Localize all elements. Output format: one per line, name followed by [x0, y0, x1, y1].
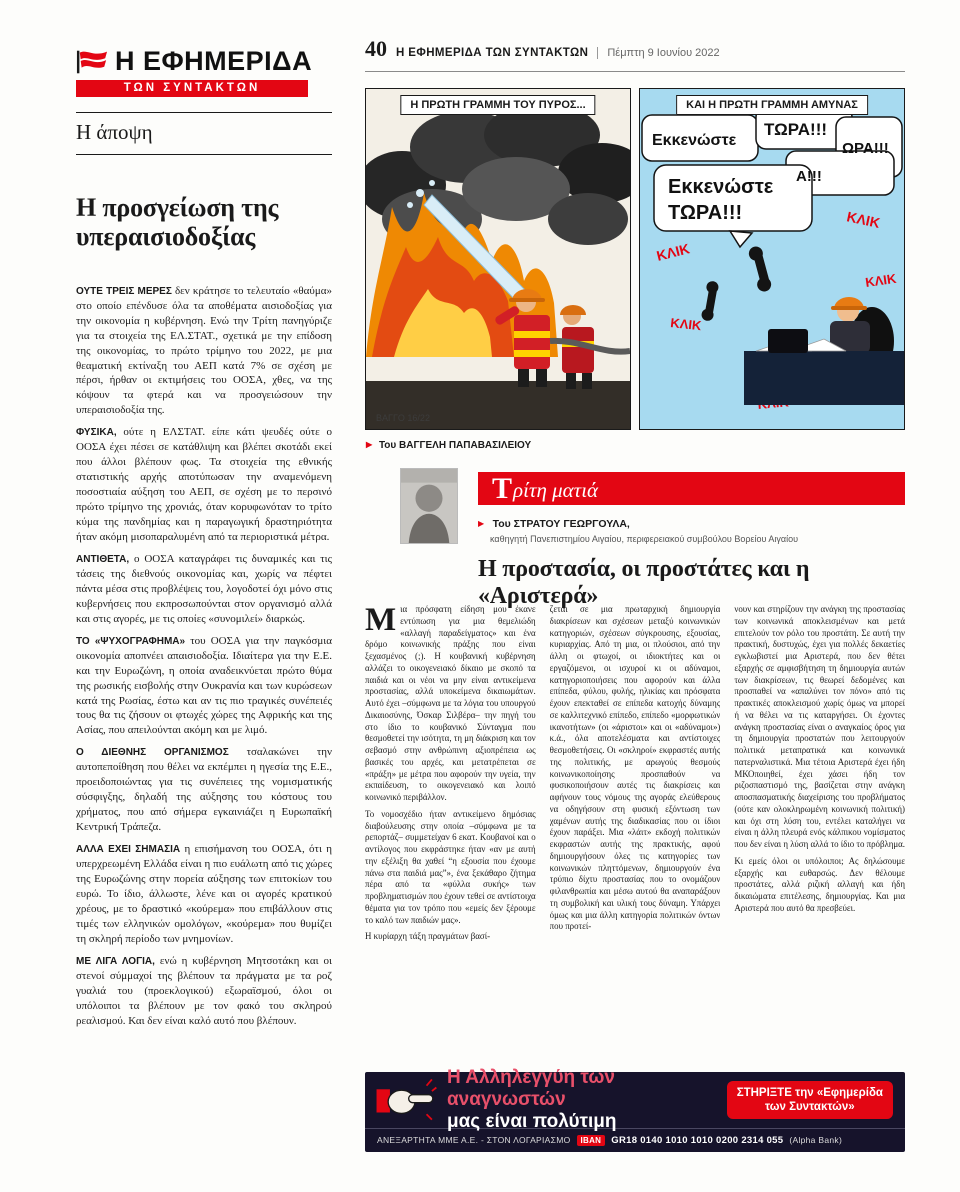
pointer-icon: ▶ — [478, 519, 485, 528]
byline-role: καθηγητή Πανεπιστημίου Αιγαίου, περιφερειακού συμβούλου Βορείου Αιγαίου — [490, 534, 799, 544]
opinion-section-label: Η άποψη — [76, 112, 332, 155]
article-paragraph: Η κυρίαρχη τάξη πραγμάτων βασί- — [365, 931, 491, 942]
cartoon-panel-fire — [365, 88, 631, 430]
opinion-paragraph — [76, 954, 332, 1029]
cartoon-right-title: ΚΑΙ Η ΠΡΩΤΗ ΓΡΑΜΜΗ ΑΜΥΝΑΣ — [676, 95, 868, 115]
issue-date: Πέμπτη 9 Ιουνίου 2022 — [597, 47, 719, 59]
svg-text:ΩΡΑ!!!: ΩΡΑ!!! — [842, 140, 889, 157]
svg-text:Α!!!: Α!!! — [796, 168, 822, 185]
article-paragraph: νουν και στηρίζουν την ανάγκη της προστασίας των κοινωνικά αποκλεισμένων και μετά επιτελούν τον ρόλο του προστάτη. Σε αυτή την πρακτική, δυστυχώς, έχει για πολλές δεκαετίες εγκλωβιστεί μια Αριστερά, που δεν θέτει εξαρχής σε αμφισβήτηση τη δημιουργία αυτών των διακρίσεων, τις θεωρεί δεδομένες και προσπαθεί να «απαλύνει τον πόνο» από τις πρακτικές αποκλεισμού χωρίς όμως να μπορεί ή να θέλει να τις καταργήσει. Οι έχοντες ανάγκη προστασίας είναι ο αναγκαίος όρος για τη δημιουργία προστατών που λειτουργούν πολιτικά μεταπρατικά και κοινωνικά πατερναλιστικά. Μια τέτοια Αριστερά έχει ήδη ΜΚΟποιηθεί, έχει χάσει ήδη τον ριζοσπαστισμό της, βασίζεται στην ανάγκη αποσπασματικής διαχείρισης του προβλήματος (ούτε καν ολοκληρωμένη κοινωνική πολιτική) και όχι στη λύση του, εντέλει καταλήγει να είναι η άλλη πλευρά ενός κάλπικου νομίσματος που δεν είναι η λύση αλλά το ίδιο το πρόβλημα. — [734, 604, 905, 849]
ad-slogan-line2: μας είναι πολύτιμη — [447, 1110, 617, 1132]
support-call-to-action[interactable] — [727, 1081, 893, 1120]
bank-name: (Alpha Bank) — [789, 1135, 843, 1145]
paragraph-text: του ΟΟΣΑ για την παγκόσμια οικονομία αποπνέει απαισιοδοξία. Ιδιαίτερα για την Ε.Ε. και την Ευρωζώνη, η οποία αναδεικνύεται πρώτο θύμα της ρωσικής εισβολής στην Ουκρανία και των κυρώσεων κατά της Ρωσίας, έστω και αν τις πιο τραγικές συνέπειές τους θα τις ζήσουν οι φτωχές χώρες της Αφρικής και της Ασίας, που απειλούνται ακόμη και με λιμό. — [76, 634, 332, 737]
cartoon-credit — [366, 440, 531, 451]
article-paragraph: Το νομοσχέδιο ήταν αντικείμενο δημόσιας διαβούλευσης στην οποία –σύμφωνα με τα ρεπορτάζ– συμμετείχαν 6 εκατ. Κουβανοί και ο αντίλογος που εκφράστηκε ήταν «αν με αυτή την εξέλιξη θα χαθεί “η εξουσία που έχουμε πάνω στα παιδιά μας”», ένα ξεκάθαρο ζήτημα πέρα από τα «φύλλα συκής» των προβληματισμών που έχουν τεθεί σε αντίστοιχα θέματα για τον τρόπο που «εμείς δεν ξέρουμε το καλό των παιδιών μας». — [365, 808, 536, 925]
opinion-body — [76, 284, 332, 1029]
paragraph-text: ο ΟΟΣΑ καταγράφει τις δυναμικές και τις τάσεις της διεθνούς οικονομίας και, χωρίς να πέφτει πάντα μέσα στις προβλέψεις του, λογοδοτεί όχι μόνο στις κυβερνήσεις που εκπροσωπούνται στον οργανισμό αλλά και στις αγορές, με τις οποίες «συνομιλεί» διαρκώς. — [76, 552, 332, 625]
opinion-title: Η προσγείωση της υπεραισιοδοξίας — [76, 193, 279, 252]
article-title: Η προστασία, οι προστάτες και η «Αριστερά» — [478, 556, 810, 609]
paragraph-text: δεν κράτησε το τελευταίο «θαύμα» στο οποίο επένδυσε όλα τα αποθέματα αισιοδοξίας για την οικονομία η κυβέρνηση. Ενώ την Τρίτη πανηγύριζε για τα στοιχεία της ΕΛ.ΣΤΑΤ., σχετικά με την επίδοση της οικονομίας, το πρώτο τρίμηνο του 2022, με μια θεαματική εκτίναξη του ΑΕΠ κατά 7% σε σχέση με πέρσι, ήρθαν οι εκτιμήσεις του ΟΟΣΑ, χθες, να της κόψουν τα φτερά και να προσγειώσουν την υπεραισιοδοξία της. — [76, 284, 332, 417]
flag-icon — [76, 49, 108, 75]
article-byline — [478, 514, 905, 544]
ad-footer-left: ΑΝΕΞΑΡΤΗΤΑ ΜΜΕ Α.Ε. - ΣΤΟΝ ΛΟΓΑΡΙΑΣΜΟ — [377, 1135, 571, 1145]
opinion-column — [76, 112, 332, 1174]
article-paragraph: Κι εμείς όλοι οι υπόλοιποι; Ας δηλώσουμε εξαρχής και ευθαρσώς. Δεν θέλουμε προστάτες, αλλά ριζική αλλαγή και ήδη δικαιώματα επιτέλεσης, δημιουργίας. Και μια Αριστερά που αυτό θα πρεσβεύει. — [734, 855, 905, 913]
page-number: 40 — [365, 36, 387, 61]
opinion-paragraph — [76, 552, 332, 627]
paragraph-text: η επισήμανση του ΟΟΣΑ, ότι η υπερχρεωμένη Ελλάδα είναι η πιο ευάλωτη από τις χώρες της Ευρωζώνης στην πορεία αύξησης των επιτοκίων του ευρώ. Το ίδιο, άλλωστε, λένε και οι αγορές κρατικού χρέους, με το δραστικό «κούρεμα» που επιβάλλουν στις τιμές των ελληνικών ομολόγων, «κούρεμα» που θυμίζει τη σκληρή περίοδο των μνημονίων. — [76, 843, 332, 945]
masthead-logo — [76, 46, 313, 97]
ad-slogan-line1: Η Αλληλεγγύη των αναγνωστών — [447, 1067, 615, 1111]
iban-value: GR18 0140 1010 1010 0200 2314 055 — [611, 1134, 784, 1146]
svg-text:ΤΩΡΑ!!!: ΤΩΡΑ!!! — [764, 120, 828, 139]
opinion-paragraph — [76, 842, 332, 947]
masthead-logo-top — [76, 46, 313, 77]
paragraph-lead: ΟΥΤΕ ΤΡΕΙΣ ΜΕΡΕΣ — [76, 285, 172, 297]
svg-text:ΚΛΙΚ: ΚΛΙΚ — [669, 315, 703, 334]
svg-text:ΤΩΡΑ!!!: ΤΩΡΑ!!! — [668, 202, 743, 224]
paragraph-text: ενώ η κυβέρνηση Μητσοτάκη και οι στενοί σύμμαχοί της βλέπουν τα πράγματα με τα ροζ γυαλιά του (προεκλογικού) εξωραϊσμού, όλοι οι υπόλοιποι τα βλέπουν με τον φακό του σκληρού ρεαλισμού. Και δεν είναι καλό αυτό που βλέπουν. — [76, 954, 332, 1027]
cartoon-credit-text: Του ΒΑΓΓΕΛΗ ΠΑΠΑΒΑΣΙΛΕΙΟΥ — [378, 440, 532, 451]
page-header — [365, 36, 905, 72]
author-portrait-illustration — [401, 469, 457, 543]
fire-cartoon-illustration — [366, 89, 630, 429]
ad-main-row — [365, 1067, 905, 1132]
paragraph-lead: ΜΕ ΛΙΓΑ ΛΟΓΙΑ, — [76, 955, 155, 967]
editorial-cartoons — [365, 88, 905, 430]
ad-slogan — [447, 1067, 719, 1133]
cartoon-panel-defense — [639, 88, 905, 430]
cartoonist-signature: ΒΑΓΓΟ 16/22 — [376, 413, 430, 423]
paragraph-lead: ΑΛΛΑ ΕΧΕΙ ΣΗΜΑΣΙΑ — [76, 844, 181, 856]
section-label: ρίτη ματιά — [513, 477, 599, 502]
newspaper-name-sub: ΤΩΝ ΣΥΝΤΑΚΤΩΝ — [76, 80, 308, 97]
iban-badge: IBAN — [577, 1135, 606, 1146]
cartoon-left-title: Η ΠΡΩΤΗ ΓΡΑΜΜΗ ΤΟΥ ΠΥΡΟΣ... — [400, 95, 595, 115]
pointer-icon: ▶ — [366, 440, 373, 449]
article-body — [365, 604, 905, 1058]
paragraph-lead: Ο ΔΙΕΘΝΗΣ ΟΡΓΑΝΙΣΜΟΣ — [76, 747, 229, 759]
author-photo — [400, 468, 458, 544]
svg-text:Εκκενώστε: Εκκενώστε — [668, 176, 774, 198]
opinion-paragraph — [76, 425, 332, 545]
paragraph-text: τσαλακώνει την αυτοπεποίθηση που θέλει να εκπέμπει η ηγεσία της Ε.Ε., προειδοποιώντας για τις συνέπειες της νομισματικής σύσφιγξης, δηλαδή της αύξησης του κόστους του χρήματος, που από σήμερα εγκαινιάζει η Ευρωπαϊκή Κεντρική Τράπεζα. — [76, 746, 332, 834]
paragraph-lead: ΦΥΣΙΚΑ, — [76, 427, 117, 439]
support-line2: των Συντακτών» — [764, 1101, 855, 1113]
byline-name: Του ΣΤΡΑΤΟΥ ΓΕΩΡΓΟΥΛΑ, — [492, 518, 630, 530]
opinion-paragraph — [76, 745, 332, 835]
article-paragraph — [365, 604, 536, 804]
support-line1: ΣΤΗΡΙΞΤΕ την «Εφημερίδα — [736, 1086, 883, 1099]
solidarity-ad-banner — [365, 1067, 905, 1152]
pointing-hand-icon — [373, 1075, 439, 1125]
article-paragraph: ζεται σε μια πρωταρχική δημιουργία διακρίσεων και σχέσεων μεταξύ κοινωνικών κατηγοριών, σχέσεων σύγκρουσης, εξουσίας, κυριαρχίας. Από τη μια, οι πλούσιοι, από την άλλη οι φτωχοί, οι ιδιοκτήτες και οι εργαζόμενοι, οι ισχυροί κι οι αδύναμοι, κατηγοριοποιήσεις που αφορούν και άλλα επίπεδα, φύλου, φυλής, ηλικίας και πρόσφατα έχουν επεκταθεί σε επίπεδα κατοχής δύναμης σε καλλιτεχνικό επίπεδο, επίπεδο «μορφωτικών ικανοτήτων» (οι «άριστοι» και οι «αδύναμοι») κ.ά., όλα αποτελέσματα και αντίστοιχες θεσμοθετήσεις. Οι «σκληροί» εκφραστές αυτής της πολιτικής, με αρωγούς θεσμούς κοινωνικοποίησης προσπαθούν να φυσικοποιήσουν αυτές τις διακρίσεις και αφήνουν τους νόμους της αγοράς ελεύθερους να οδηγήσουν στη φυσική εξόντωση των χαμένων αυτής της διαδικασίας που οι ίδιοι έχουν παράξει. Μια «λάιτ» εκδοχή πολιτικών εκφραστών αυτής της πρακτικής, αφού δημιουργήσουν όλες τις κατηγορίες των κοινωνικών πληττόμενων, δημιουργούν ένα τρύπιο δίχτυ προστασίας που το ονομάζουν φιλανθρωπία και μέσω αυτού θα αναπαράξουν τη συμβολική και υλική τους δύναμη. Υπάρχει όμως και μια άλλη κατηγορία πολιτικών όντων που προτεί- — [549, 604, 721, 932]
svg-text:ΚΛΙΚ: ΚΛΙΚ — [654, 240, 692, 264]
opinion-paragraph — [76, 634, 332, 739]
svg-text:ΚΛΙΚ: ΚΛΙΚ — [864, 270, 898, 290]
section-initial: Τ — [492, 471, 513, 505]
article-column-2 — [550, 604, 721, 1058]
article-column-3 — [734, 604, 905, 1058]
defense-cartoon-illustration — [640, 89, 904, 429]
article-column-1 — [365, 604, 536, 1058]
svg-text:ΚΛΙΚ: ΚΛΙΚ — [845, 208, 882, 231]
drop-cap: Μ — [365, 604, 397, 638]
paragraph-lead: ΤΟ «ΨΥΧΟΓΡΑΦΗΜΑ» — [76, 635, 186, 647]
paragraph-text: ια πρόσφατη είδηση μου έκανε εντύπωση για μια θεμελιώδη «αλλαγή παραδείγματος» και ένα δρόμο κοινωνικής πράξης που είναι ξεχασμένος (;). Η κουβανική κυβέρνηση αλλάζει το οικογενειακό δίκαιο με σκοπό τα παιδιά και οι νέοι να μην είναι αντικείμενα προστασίας, αλλά υποκείμενα δικαιωμάτων. Αυτό έχει –σύμφωνα με τα λόγια του υπουργού Δικαιοσύνης, Όσκαρ Σιλβέρα– την πηγή του στο ίδιο το κουβανικό Σύνταγμα που θεσμοθετεί την ισότητα, τη μη διάκριση και τον σεβασμό στην ανθρώπινη αξιοπρέπεια ως βασικές του αρχές, και μετατρέπεται σε «πράξη» με μέτρα που αφορούν την υγεία, την εκπαίδευση, το οικογενειακό και λοιπό κοινωνικό περιβάλλον. — [365, 604, 536, 802]
section-banner-triti-matia — [478, 472, 905, 505]
paragraph-lead: ΑΝΤΙΘΕΤΑ, — [76, 553, 130, 565]
opinion-paragraph — [76, 284, 332, 419]
newspaper-name: Η ΕΦΗΜΕΡΙΔΑ — [115, 46, 313, 76]
paper-name: Η ΕΦΗΜΕΡΙΔΑ ΤΩΝ ΣΥΝΤΑΚΤΩΝ — [396, 47, 589, 59]
paragraph-text: ούτε η ΕΛΣΤΑΤ. είπε κάτι ψευδές ούτε ο ΟΟΣΑ έχει πέσει σε κατάθλιψη και βλέπει σκοτάδι εκεί που άλλοι βλέπουν φως. Τα στοιχεία της εθνικής στατιστικής αρχής αποτύπωσαν την αναμενόμενη ποσοστιαία αύξηση του ΑΕΠ, σε σχέση με το περσινό πρώτο τρίμηνο της χρονιάς, όταν κορυφωνόταν το τρίτο κύμα της πανδημίας και η παραγωγική δραστηριότητα ήταν ακόμη μισοπαραλυμένη από τα περιοριστικά μέτρα. — [76, 426, 332, 543]
svg-text:Εκκενώστε: Εκκενώστε — [652, 132, 737, 149]
